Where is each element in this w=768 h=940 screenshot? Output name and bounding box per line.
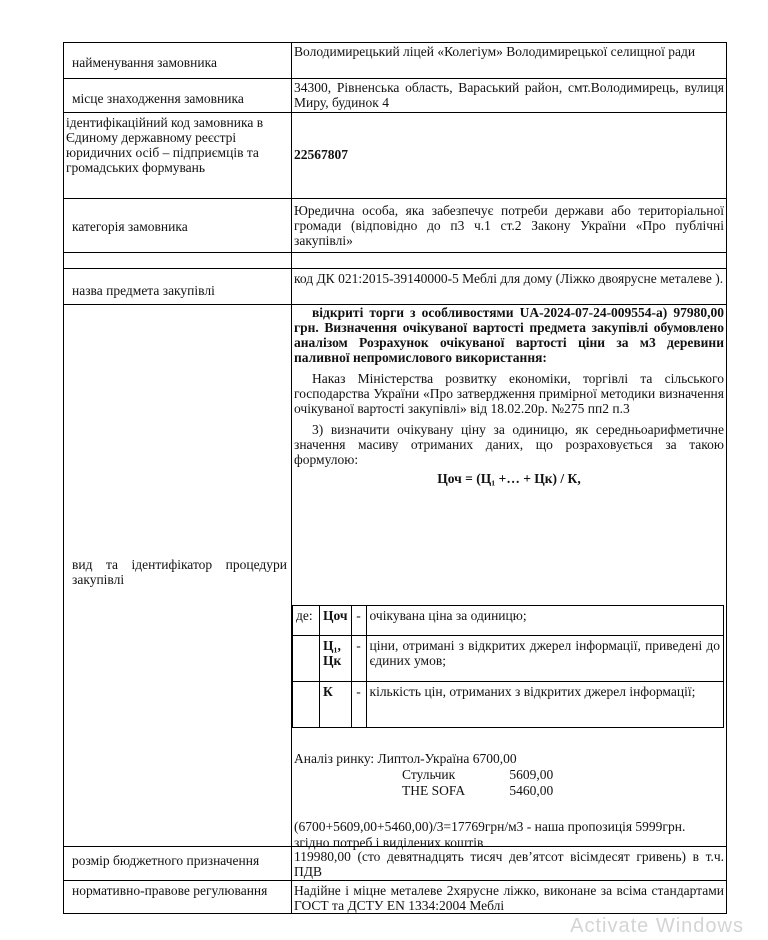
label-customer-name: найменування замовника — [64, 43, 292, 78]
market-row — [294, 751, 594, 767]
watermark: Activate Windows — [570, 915, 744, 937]
legend-row — [293, 682, 724, 728]
row-customer-id — [63, 112, 727, 198]
row-customer-name — [63, 42, 727, 78]
market-name: Стульчик — [402, 767, 456, 782]
procurement-table — [63, 42, 729, 914]
market-row — [294, 783, 594, 799]
row-customer-location — [63, 78, 727, 112]
legend-symbol: Цоч — [320, 606, 352, 636]
value-empty — [292, 253, 726, 268]
market-row — [294, 767, 594, 783]
legend-prefix: де: — [293, 606, 320, 636]
row-subject — [63, 268, 727, 304]
value-customer-name: Володимирецький ліцей «Колегіум» Володимирецької селищної ради — [294, 44, 696, 59]
row-procedure — [63, 304, 727, 850]
market-analysis — [294, 751, 594, 799]
market-name: THE SOFA — [402, 783, 466, 798]
value-regulation: Надійне і міцне металеве 2хярусне ліжко, виконане за всіма стандартами ГОСТ та ДСТУ EN 1334:2004 Меблі — [294, 883, 724, 913]
formula: Цоч = (Ц₁ +… + Цк) / К, — [437, 471, 581, 486]
label-procedure: вид та ідентифікатор процедури закупівлі — [64, 305, 292, 846]
label-empty — [64, 253, 292, 268]
procedure-para-1: відкриті торги з особливостями UA-2024-07-24-009554-а) 97980,00 грн. Визначення очікуваної вартості предмета закупівлі обумовлено аналізом Розрахунок очікуваної вартості ціни за м3 деревини паливної непромислового використання: — [294, 305, 724, 365]
label-subject: назва предмета закупівлі — [64, 269, 292, 304]
legend-text: очікувана ціна за одиницю; — [366, 606, 723, 636]
label-customer-category: категорія замовника — [64, 199, 292, 252]
row-customer-category — [63, 198, 727, 252]
procedure-para-2: Наказ Міністерства розвитку економіки, торгівлі та сільського господарства України «Про затвердження примірної методики визначення очікуваної вартості закупівлі» від 18.02.20р. №275 пп2 п.3 — [294, 371, 724, 416]
value-customer-location: 34300, Рівненська область, Вараський район, смт.Володимирець, вулиця Миру, будинок 4 — [294, 80, 724, 110]
legend-row — [293, 606, 724, 636]
legend-text: ціни, отримані з відкритих джерел інформації, приведені до єдиних умов; — [366, 636, 723, 682]
value-subject: код ДК 021:2015-39140000-5 Меблі для дому (Ліжко двоярусне металеве ). — [294, 271, 724, 286]
label-regulation: нормативно-правове регулювання — [64, 881, 292, 913]
market-label: Аналіз ринку: Липтол-Україна — [294, 751, 470, 766]
label-customer-id: ідентифікаційний код замовника в Єдиному державному реєстрі юридичних осіб – підприємців та громадських формувань — [64, 113, 292, 198]
value-budget: 119980,00 (сто девятнадцять тисяч дев’ятсот вісімдесят гривень) в т.ч. ПДВ — [294, 849, 724, 879]
legend-text: кількість цін, отриманих з відкритих джерел інформації; — [366, 682, 723, 728]
market-price: 5460,00 — [509, 783, 554, 798]
label-customer-location: місце знаходження замовника — [64, 79, 292, 112]
procedure-para-3: 3) визначити очікувану ціну за одиницю, як середньоарифметичне значення масиву отриманих даних, що розраховується за такою формулою: — [294, 422, 724, 467]
label-budget: розмір бюджетного призначення — [64, 847, 292, 880]
legend-symbol: Ц₁, Цк — [320, 636, 352, 682]
legend-prefix — [293, 636, 320, 682]
row-budget — [63, 846, 727, 880]
market-price: 6700,00 — [472, 751, 517, 766]
legend-symbol: К — [320, 682, 352, 728]
value-customer-id: 22567807 — [294, 147, 348, 162]
legend-prefix — [293, 682, 320, 728]
formula-legend-table — [292, 605, 724, 728]
market-price: 5609,00 — [509, 767, 554, 782]
value-procedure — [292, 305, 726, 850]
row-empty — [63, 252, 727, 268]
legend-dash: - — [351, 636, 366, 682]
legend-dash: - — [351, 682, 366, 728]
legend-dash: - — [351, 606, 366, 636]
price-calculation: (6700+5609,00+5460,00)/3=17769грн/м3 - наша пропозиція 5999грн. згідно потреб і виділених коштів — [294, 819, 686, 850]
legend-row — [293, 636, 724, 682]
row-regulation — [63, 880, 727, 914]
value-customer-category: Юредична особа, яка забезпечує потреби держави або територіальної громади (відповідно до п3 ч.1 ст.2 Закону України «Про публічні закупівлі» — [294, 203, 724, 248]
